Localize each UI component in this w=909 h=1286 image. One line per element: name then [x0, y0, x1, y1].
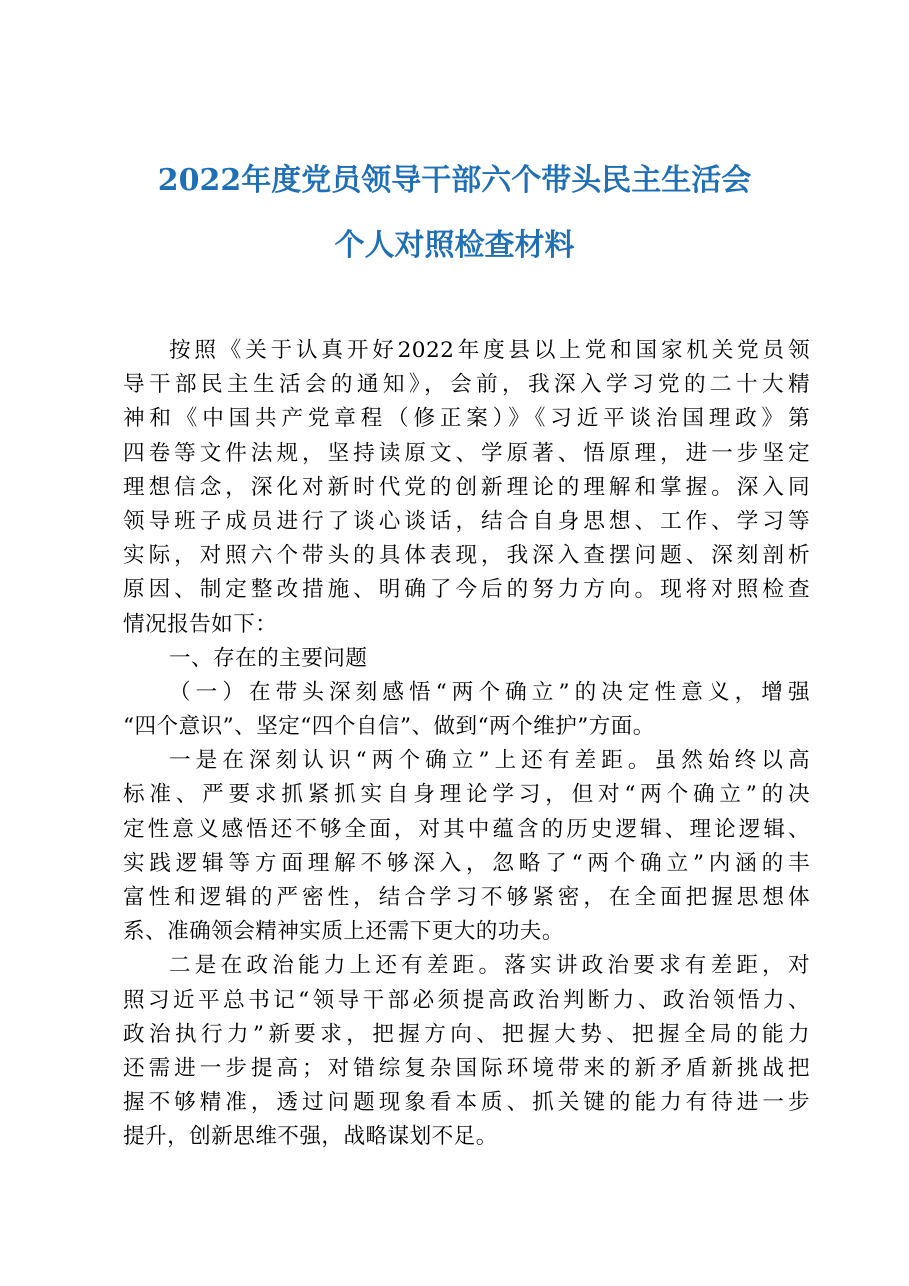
- section-heading: 一、存在的主要问题: [169, 645, 368, 671]
- body-line: 导干部民主生活会的通知》，会前，我深入学习党的二十大精: [123, 372, 810, 398]
- body-line: 实际，对照六个带头的具体表现，我深入查摆问题、深刻剖析: [123, 543, 810, 569]
- body-line: 提升，创新思维不强，战略谋划不足。: [123, 1124, 498, 1150]
- body-line: 富性和逻辑的严密性，结合学习不够紧密，在全面把握思想体: [123, 885, 810, 910]
- document-body: [123, 334, 810, 1155]
- body-line: 系、准确领会精神实质上还需下更大的功夫。: [123, 919, 564, 945]
- body-line: 理想信念，深化对新时代党的创新理论的理解和掌握。深入同: [123, 474, 810, 500]
- subsection-heading-cont: “四个意识”、坚定“四个自信”、做到“两个维护”方面。: [123, 714, 655, 740]
- document-title-line1: 2022年度党员领导干部六个带头民主生活会: [157, 163, 752, 198]
- body-line: 领导班子成员进行了谈心谈话，结合自身思想、工作、学习等: [123, 508, 810, 534]
- body-line: 握不够精准，透过问题现象看本质、抓关键的能力有待进一步: [123, 1090, 810, 1116]
- body-line: 原因、制定整改措施、明确了今后的努力方向。现将对照检查: [123, 577, 810, 603]
- subsection-heading: （一）在带头深刻感悟“两个确立”的决定性意义，增强: [169, 679, 810, 705]
- body-line: 二是在政治能力上还有差距。落实讲政治要求有差距，对: [169, 953, 810, 979]
- body-line: 定性意义感悟还不够全面，对其中蕴含的历史逻辑、理论逻辑、: [123, 816, 810, 842]
- body-line: 政治执行力”新要求，把握方向、把握大势、把握全局的能力: [123, 1021, 810, 1047]
- body-line: 按照《关于认真开好2022年度县以上党和国家机关党员领: [169, 338, 810, 363]
- body-line: 标准、严要求抓紧抓实自身理论学习，但对“两个确立”的决: [123, 782, 810, 808]
- body-line: 神和《中国共产党章程（修正案）》《习近平谈治国理政》第: [123, 406, 810, 432]
- body-line: 一是在深刻认识“两个确立”上还有差距。虽然始终以高: [169, 748, 810, 774]
- document-title-line2: 个人对照检查材料: [334, 228, 575, 263]
- body-line: 照习近平总书记“领导干部必须提高政治判断力、政治领悟力、: [123, 987, 810, 1013]
- body-line: 还需进一步提高；对错综复杂国际环境带来的新矛盾新挑战把: [123, 1055, 810, 1081]
- body-line: 情况报告如下：: [123, 611, 278, 637]
- body-line: 实践逻辑等方面理解不够深入，忽略了“两个确立”内涵的丰: [123, 850, 810, 876]
- body-line: 四卷等文件法规，坚持读原文、学原著、悟原理，进一步坚定: [123, 440, 810, 466]
